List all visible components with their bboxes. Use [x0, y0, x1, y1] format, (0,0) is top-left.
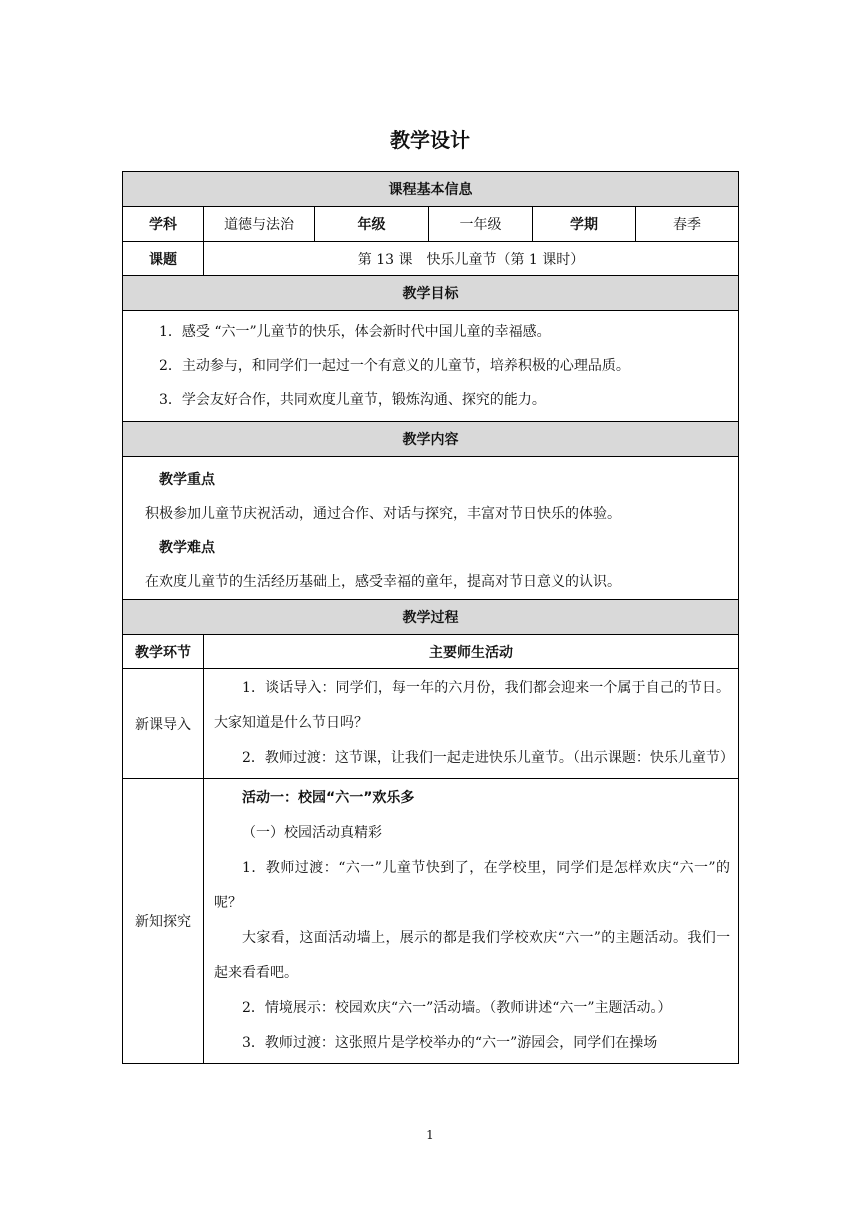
section-content: 教学内容: [123, 422, 739, 457]
section-objectives: 教学目标: [123, 276, 739, 311]
term-value: 春季: [636, 207, 739, 242]
activity-paragraph: 大家看，这面活动墙上，展示的都是我们学校欢庆“六一”的主题活动。我们一起来看看吧。: [214, 930, 731, 981]
objective-item: 3．学会友好合作，共同欢度儿童节，锻炼沟通、探究的能力。: [159, 392, 546, 408]
activity-header: 主要师生活动: [204, 635, 739, 669]
activity-paragraph: 1．谈话导入：同学们，每一年的六月份，我们都会迎来一个属于自己的节日。大家知道是什么节日吗？: [214, 680, 731, 731]
activity-paragraph: 2．教师过渡：这节课，让我们一起走进快乐儿童节。（出示课题：快乐儿童节）: [242, 750, 734, 766]
objective-item: 1．感受 “六一”儿童节的快乐，体会新时代中国儿童的幸福感。: [159, 324, 551, 340]
grade-value: 一年级: [429, 207, 533, 242]
activity-cell: [204, 669, 739, 779]
section-process: 教学过程: [123, 600, 739, 635]
subject-value: 道德与法治: [204, 207, 315, 242]
topic-value: 第 13 课 快乐儿童节（第 1 课时）: [204, 242, 739, 276]
term-label: 学期: [533, 207, 636, 242]
grade-label: 年级: [315, 207, 429, 242]
difficult-point-text: 在欢度儿童节的生活经历基础上，感受幸福的童年，提高对节日意义的认识。: [145, 574, 621, 590]
activity-title: 活动一：校园“六一”欢乐多: [242, 790, 415, 806]
key-point-text: 积极参加儿童节庆祝活动，通过合作、对话与探究，丰富对节日快乐的体验。: [145, 506, 621, 522]
phase-cell: 新知探究: [123, 779, 204, 1064]
phase-header: 教学环节: [123, 635, 204, 669]
activity-paragraph: 1．教师过渡：“六一”儿童节快到了，在学校里，同学们是怎样欢庆“六一”的呢？: [214, 860, 731, 911]
section-basic-info: 课程基本信息: [123, 172, 739, 207]
document-title: 教学设计: [390, 128, 470, 152]
content-block: [123, 457, 739, 600]
page-number: 1: [426, 1128, 434, 1142]
difficult-point-label: 教学难点: [159, 540, 215, 556]
topic-label: 课题: [123, 242, 204, 276]
activity-paragraph: 3．教师过渡：这张照片是学校举办的“六一”游园会，同学们在操场: [242, 1035, 658, 1051]
activity-subheading: （一）校园活动真精彩: [242, 825, 382, 841]
key-point-label: 教学重点: [159, 472, 215, 488]
phase-cell: 新课导入: [123, 669, 204, 779]
subject-label: 学科: [123, 207, 204, 242]
objectives-list: [123, 311, 739, 422]
objective-item: 2．主动参与，和同学们一起过一个有意义的儿童节，培养积极的心理品质。: [159, 358, 630, 374]
activity-cell: [204, 779, 739, 1064]
lesson-plan-table: [122, 171, 739, 1064]
activity-paragraph: 2．情境展示：校园欢庆“六一”活动墙。（教师讲述“六一”主题活动。）: [242, 1000, 672, 1016]
